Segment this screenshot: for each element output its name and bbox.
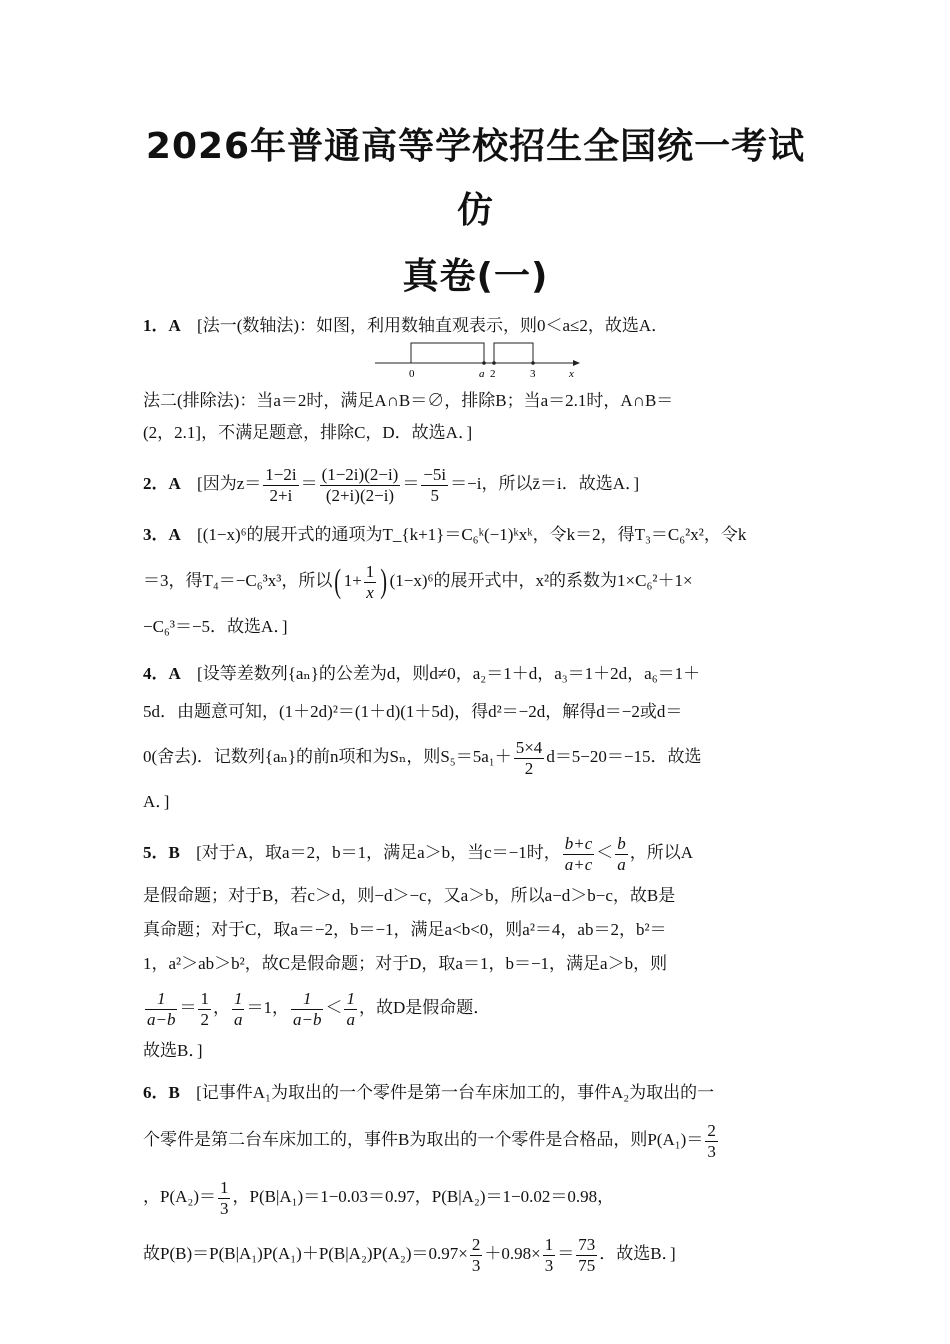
- fraction: [145, 989, 177, 1030]
- answer-1-number: 1．A: [143, 316, 181, 335]
- title-line-2: 真卷(一): [402, 256, 549, 297]
- answer-5-line-1a: [对于A，取a＝2，b＝1，满足a＞b，当c＝−1时，: [196, 843, 561, 862]
- fraction-den: 75: [578, 1255, 596, 1275]
- answer-2-pre: [因为z＝: [197, 474, 262, 493]
- number-line-svg: [373, 341, 583, 383]
- answer-6-number: 6．B: [143, 1083, 180, 1102]
- fraction: [514, 738, 545, 779]
- fraction: [576, 1235, 597, 1276]
- fraction: [263, 465, 298, 506]
- number-line-figure: [143, 337, 808, 385]
- document-page: [143, 0, 808, 1281]
- answer-1-line-2: 法二(排除法)：当a＝2时，满足A∩B＝∅，排除B；当a＝2.1时，A∩B＝: [143, 391, 674, 410]
- fraction: [232, 989, 245, 1030]
- fraction-den: 3: [219, 1198, 229, 1218]
- fraction: [421, 465, 448, 506]
- answer-1-line-3: (2，2.1]，不满足题意，排除C，D．故选A．]: [143, 423, 473, 442]
- fraction-den: 5: [421, 485, 448, 506]
- fraction: [543, 1235, 556, 1276]
- fraction-num: 1: [219, 1177, 229, 1197]
- answer-6-line-4c: ＝: [557, 1244, 575, 1263]
- fraction-num: b+c: [564, 833, 593, 853]
- fraction-den: a: [233, 1009, 243, 1029]
- answer-4: [143, 655, 808, 821]
- fraction: [563, 834, 595, 875]
- answer-6-line-3b: ，P(B|A₁)＝1−0.03＝0.97，P(B|A₂)＝1−0.02＝0.98，: [232, 1187, 615, 1206]
- answer-1: [143, 315, 808, 449]
- answer-4-line-3a: 0(舍去)．记数列{aₙ}的前n项和为Sₙ，则S₅＝5a₁＋: [143, 747, 512, 766]
- fraction-num: 1: [233, 988, 243, 1008]
- fraction-den: a+c: [564, 854, 593, 874]
- answer-4-line-3b: d＝5−20＝−15．故选: [546, 747, 702, 766]
- fraction-num: 2: [707, 1120, 716, 1140]
- answer-6-line-4b: ＋0.98×: [484, 1244, 541, 1263]
- fraction: [218, 1178, 231, 1219]
- answer-3-line-3: −C₆³＝−5．故选A．]: [143, 617, 288, 636]
- fraction-num: 1: [346, 988, 355, 1008]
- answer-3: 3．A [(1−x)⁶的展开式的通项为T_{k+1}＝C₆ᵏ(−1)ᵏxᵏ，令k＝2，得T₃＝C₆²x²，令k ＝3，得T₄＝−C₆³x³，所以( 1+ $\frac{1}{x}$ ) (1−x)⁶的展开式中，x²的系数为1×C₆²＋1× −C₆³＝−5．故选A．]: [143, 515, 808, 647]
- answer-5-value: ＝1: [246, 998, 272, 1017]
- axis-label-0: 0: [409, 368, 415, 380]
- answer-3-line-2a: ＝3，得T₄＝−C₆³x³，所以: [143, 571, 333, 590]
- fraction-num: 2: [471, 1234, 481, 1254]
- fraction-num: 5×4: [515, 737, 543, 757]
- answer-6-line-4d: ．故选B．]: [599, 1244, 676, 1263]
- fraction-den: a−b: [292, 1009, 322, 1029]
- answer-5-line-3: 真命题；对于C，取a＝−2，b＝−1，满足a<b<0，则a²＝4，ab＝2，b²＝: [143, 920, 667, 939]
- axis-label-a: a: [479, 368, 485, 380]
- left-paren: (: [334, 563, 342, 601]
- answer-4-line-1: [设等差数列{aₙ}的公差为d，则d≠0，a₂＝1＋d，a₃＝1＋2d，a₆＝1＋: [197, 664, 701, 683]
- fraction: [344, 989, 357, 1030]
- answer-5-number: 5．B: [143, 843, 180, 862]
- fraction: [364, 562, 377, 603]
- fraction-num: 1: [302, 988, 312, 1008]
- answer-4-number: 4．A: [143, 664, 181, 683]
- answer-6-line-3a: ，P(A₂)＝: [143, 1187, 216, 1206]
- answer-3-line-2b: (1−x)⁶的展开式中，x²的系数为1×C₆²＋1×: [389, 571, 693, 590]
- answer-2-number: 2．A: [143, 474, 181, 493]
- fraction: [615, 834, 628, 875]
- axis-label-x: x: [569, 368, 574, 380]
- answer-4-line-4: A．]: [143, 792, 170, 811]
- fraction-num: 1−2i: [265, 464, 297, 484]
- answer-5-line-2: 是假命题；对于B，若c＞d，则−d＞−c，又a＞b，所以a−d＞b−c，故B是: [143, 886, 676, 905]
- answer-6-line-2a: 个零件是第二台车床加工的，事件B为取出的一个零件是合格品，则P(A₁)＝: [143, 1130, 704, 1149]
- answer-6: [143, 1073, 808, 1281]
- answer-2: 2．A [因为z＝ $\frac{1-2i}{2+i}$ ＝ $\frac{(1-2i)(2-i)}{(2+i)(2-i)}$ ＝ $\frac{-5i}{5}$ ＝−i，所以z̄＝i．故选A．]: [143, 464, 640, 505]
- fraction: [198, 989, 211, 1030]
- answer-5-line-4: 1，a²＞ab＞b²，故C是假命题；对于D，取a＝1，b＝−1，满足a＞b，则: [143, 954, 668, 973]
- fraction-den: 3: [471, 1255, 481, 1275]
- fraction-den: a−b: [147, 1009, 176, 1029]
- fraction: [705, 1121, 718, 1162]
- fraction-den: a: [346, 1009, 355, 1029]
- fraction-den: a: [617, 854, 626, 874]
- fraction-num: 1: [200, 988, 209, 1008]
- fraction-den: 2: [200, 1009, 209, 1029]
- fraction-num: 1: [156, 988, 166, 1008]
- axis-label-3: 3: [530, 368, 536, 380]
- fraction-num: −5i: [423, 464, 447, 484]
- fraction-num: 1: [544, 1234, 554, 1254]
- fraction-den: 3: [707, 1141, 716, 1161]
- fraction-num: b: [617, 833, 626, 853]
- fraction-den: 2: [514, 758, 545, 779]
- answer-4-line-2: 5d．由题意可知，(1＋2d)²＝(1＋d)(1＋5d)，得d²＝−2d，解得d＝−2或d＝: [143, 702, 683, 721]
- fraction-den: x: [364, 582, 377, 603]
- fraction-den: (2+i)(2−i): [320, 485, 401, 506]
- fraction-den: 2+i: [263, 485, 298, 506]
- answer-1-text: [法一(数轴法)：如图，利用数轴直观表示，则0＜a≤2，故选A．: [197, 316, 669, 335]
- axis-label-2: 2: [490, 368, 496, 380]
- right-paren: ): [380, 563, 388, 601]
- answer-5-line-6: 故选B．]: [143, 1041, 203, 1060]
- answer-6-line-4a: 故P(B)＝P(B|A₁)P(A₁)＋P(B|A₂)P(A₂)＝0.97×: [143, 1244, 468, 1263]
- fraction-num: 73: [578, 1234, 596, 1254]
- fraction: [470, 1235, 483, 1276]
- answer-2-post: ＝−i，所以z̄＝i．故选A．]: [450, 474, 640, 493]
- fraction-num: 1: [365, 561, 375, 581]
- answer-5-line-5b: ，故D是假命题．: [358, 998, 491, 1017]
- answer-3-number: 3．A: [143, 525, 181, 544]
- title-line-1: 2026年普通高等学校招生全国统一考试仿: [145, 126, 806, 231]
- fraction-den: 3: [544, 1255, 554, 1275]
- answer-5: 5．B [对于A，取a＝2，b＝1，满足a＞b，当c＝−1时， $\frac{b+c}{a+c}$ ＜ $\frac{b}{a}$ ，所以A 是假命题；对于B，若c＞d，则−d＞−c，又a＞b，所以a−d＞b−c，故B是 真命题；对于C，取a＝−2，b＝−1，满足a<b<0，则a²＝4，ab＝2，b²＝ 1，a²＞ab＞b²，故C是假命题；对于D，取a＝1，b＝−1，满足a＞b，则 $\frac{1}{a-b}$ ＝ $\frac{1}{2}$ ， $\frac{1}{a}$ ＝1， $\frac{1}{a-b}$ ＜ $\frac{1}{a}$ ，故D是假命题． 故选B．]: [143, 827, 808, 1067]
- answer-3-line-1: [(1−x)⁶的展开式的通项为T_{k+1}＝C₆ᵏ(−1)ᵏxᵏ，令k＝2，得T₃＝C₆²x²，令k: [197, 525, 747, 544]
- answer-5-line-1b: ，所以A: [629, 843, 694, 862]
- fraction: [320, 465, 401, 506]
- fraction: [291, 989, 323, 1030]
- answer-6-line-1: [记事件A₁为取出的一个零件是第一台车床加工的，事件A₂为取出的一: [196, 1083, 715, 1102]
- fraction-num: (1−2i)(2−i): [321, 464, 399, 484]
